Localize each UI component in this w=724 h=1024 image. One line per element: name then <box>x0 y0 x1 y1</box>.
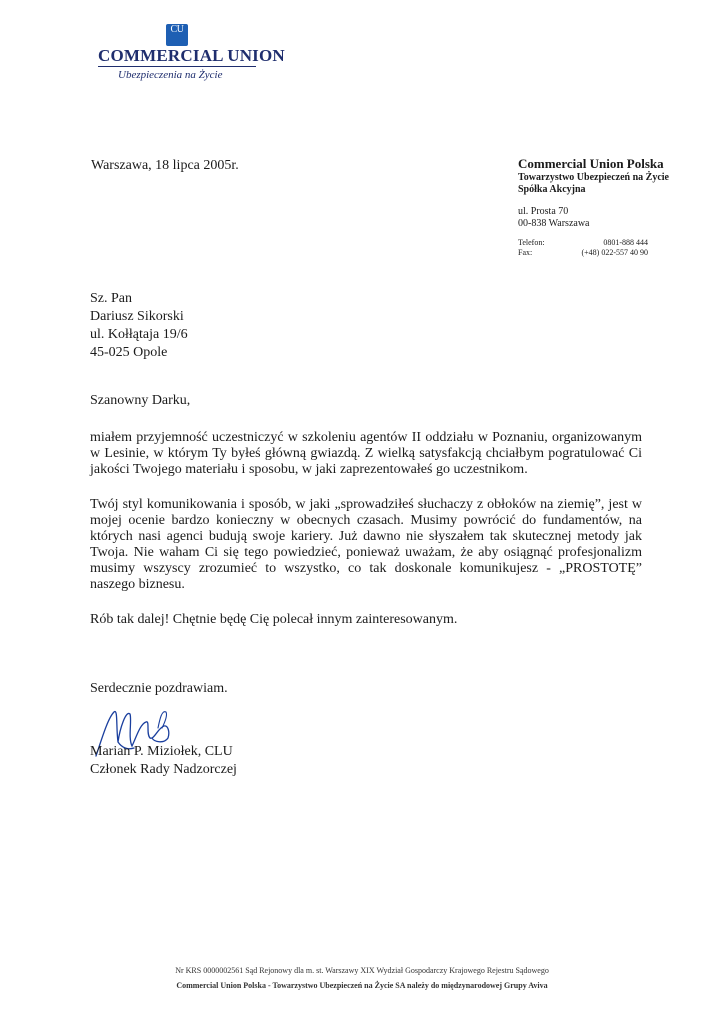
company-phone-row <box>518 238 708 248</box>
letter-paragraph-2: Twój styl komunikowania i sposób, w jaki „sprowadziłeś słuchaczy z obłoków na ziemię”, jest w mojej ocenie bardzo konieczny w obecnych czasach. Musimy powrócić do fundamentów, na których nasi agenci budują swoje kariery. Już dawno nie słyszałem tak skutecznej metody jak Twoja. Nie waham Ci się tego powiedzieć, ponieważ uważam, że aby osiągnąć profesjonalizm musimy wszyscy zrozumieć to wszystko, co tak doskonale komunikujesz - „PROSTOTĘ” naszego biznesu. <box>90 497 642 592</box>
letter-body <box>90 393 642 647</box>
logo-tagline: Ubezpieczenia na Życie <box>118 69 223 81</box>
recipient-line-3: ul. Kołłątaja 19/6 <box>90 327 188 342</box>
phone-value: 0801-888 444 <box>603 238 648 247</box>
recipient-line-1: Sz. Pan <box>90 291 132 306</box>
logo-company-name: COMMERCIAL UNION <box>98 46 285 65</box>
company-address-block <box>518 156 708 258</box>
fax-value: (+48) 022-557 40 90 <box>581 248 648 257</box>
logo-mark <box>166 24 188 46</box>
logo-divider <box>98 66 256 67</box>
company-city: 00-838 Warszawa <box>518 218 590 229</box>
letter-greeting: Szanowny Darku, <box>90 393 191 408</box>
letter-paragraph-1: miałem przyjemność uczestniczyć w szkoleniu agentów II oddziału w Poznaniu, organizowanym w Lesinie, w którym Ty byłeś główną gwiazdą. Z wielką satysfakcją chciałbym pogratulować Ci jakości Twojego materiału i sposobu, w jaki zaprezentowałeś go uczestnikom. <box>90 430 642 477</box>
company-street: ul. Prosta 70 <box>518 206 569 217</box>
company-subtitle-1: Towarzystwo Ubezpieczeń na Życie <box>518 172 669 183</box>
logo-mark-text: CU <box>170 24 184 35</box>
page-footer <box>0 966 724 990</box>
fax-label: Fax: <box>518 248 533 257</box>
phone-label: Telefon: <box>518 238 545 247</box>
recipient-line-2: Dariusz Sikorski <box>90 309 184 324</box>
signer-title: Członek Rady Nadzorczej <box>90 762 237 777</box>
signer-name: Marian P. Miziołek, CLU <box>90 744 233 759</box>
letter-date: Warszawa, 18 lipca 2005r. <box>91 158 239 173</box>
footer-line-1: Nr KRS 0000002561 Sąd Rejonowy dla m. st. Warszawy XIX Wydział Gospodarczy Krajowego Rejestru Sądowego <box>175 966 549 975</box>
company-fax-row <box>518 248 708 258</box>
letter-paragraph-3: Rób tak dalej! Chętnie będę Cię polecał innym zainteresowanym. <box>90 612 458 627</box>
company-name: Commercial Union Polska <box>518 156 664 171</box>
recipient-address <box>90 290 188 362</box>
company-subtitle-2: Spółka Akcyjna <box>518 184 586 195</box>
letter-closing: Serdecznie pozdrawiam. <box>90 681 228 696</box>
footer-line-2: Commercial Union Polska - Towarzystwo Ubezpieczeń na Życie SA należy do międzynarodowej Grupy Aviva <box>176 981 548 990</box>
recipient-line-4: 45-025 Opole <box>90 345 168 360</box>
